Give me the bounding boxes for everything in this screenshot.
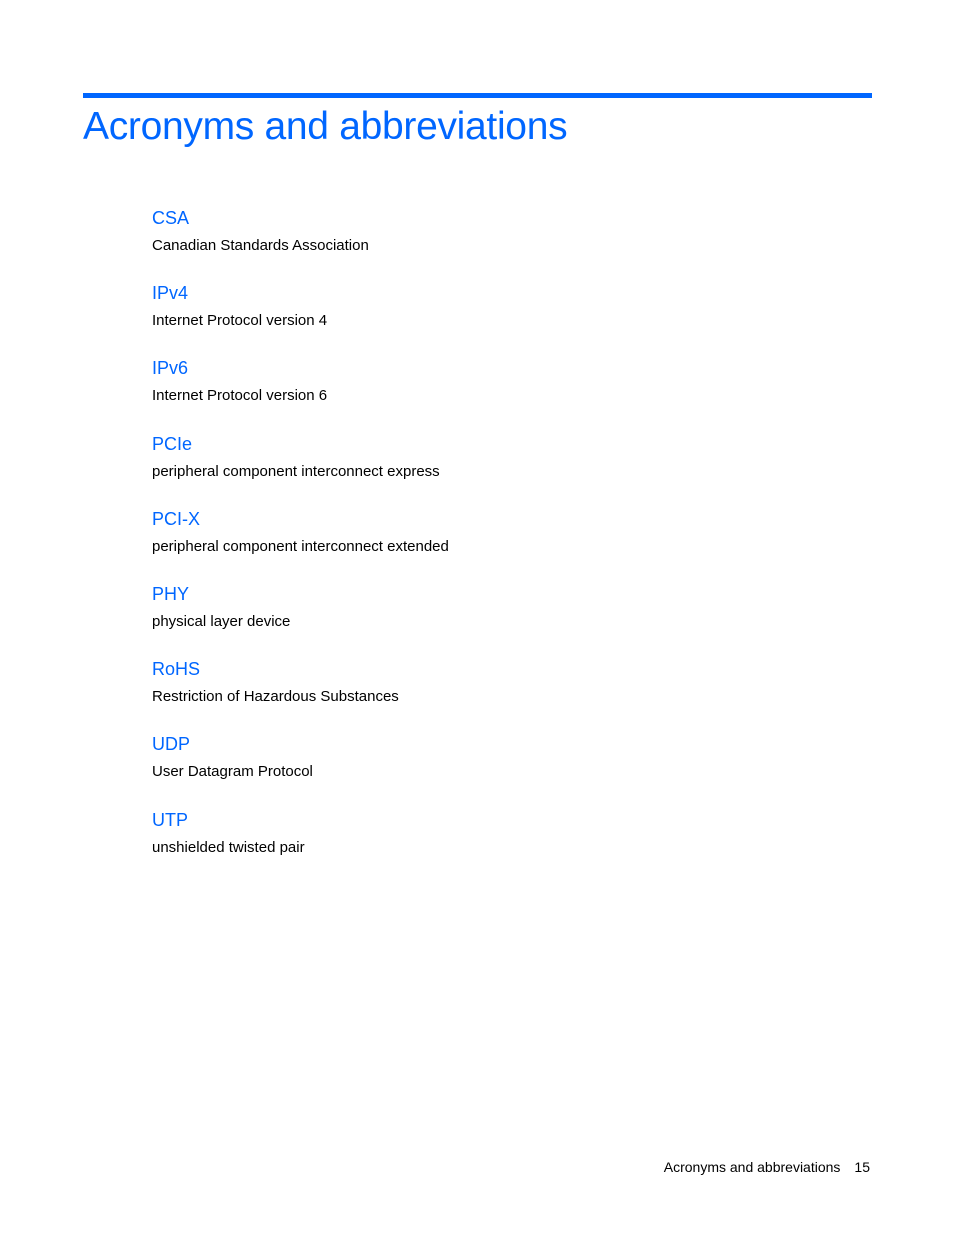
acronym-term: UDP: [152, 734, 191, 755]
acronym-term: PCIe: [152, 433, 193, 454]
acronym-entry: [152, 431, 852, 506]
acronym-term: PCI-X: [152, 508, 201, 529]
acronym-entry: [152, 731, 852, 806]
acronym-entry: [152, 355, 852, 430]
acronym-term: IPv6: [152, 358, 189, 379]
acronym-term: UTP: [152, 809, 188, 830]
acronym-term: CSA: [152, 208, 190, 228]
acronym-entry: [152, 656, 852, 731]
acronym-definition: peripheral component interconnect extended: [152, 537, 449, 555]
acronym-entry: [152, 807, 852, 882]
title-rule: [83, 93, 872, 98]
footer-section-title: Acronyms and abbreviations: [663, 1159, 841, 1175]
acronym-entry: [152, 205, 852, 280]
acronym-definition: User Datagram Protocol: [152, 763, 313, 781]
page-footer: [664, 1157, 870, 1177]
acronym-definition: physical layer device: [152, 612, 291, 630]
acronym-entry: [152, 506, 852, 581]
page-title: Acronyms and abbreviations: [83, 105, 568, 148]
acronym-term: PHY: [152, 583, 190, 604]
acronym-definition: Internet Protocol version 6: [152, 387, 328, 405]
acronym-entry: [152, 280, 852, 355]
page-number: 15: [854, 1159, 870, 1175]
acronym-term: RoHS: [152, 659, 201, 680]
acronym-list: [152, 205, 852, 882]
acronym-definition: Canadian Standards Association: [152, 237, 369, 254]
acronym-term: IPv4: [152, 283, 189, 304]
acronym-definition: peripheral component interconnect express: [152, 462, 440, 480]
acronym-definition: Internet Protocol version 4: [152, 312, 328, 330]
acronym-definition: unshielded twisted pair: [152, 838, 305, 856]
acronym-definition: Restriction of Hazardous Substances: [152, 688, 399, 706]
acronym-entry: [152, 581, 852, 656]
